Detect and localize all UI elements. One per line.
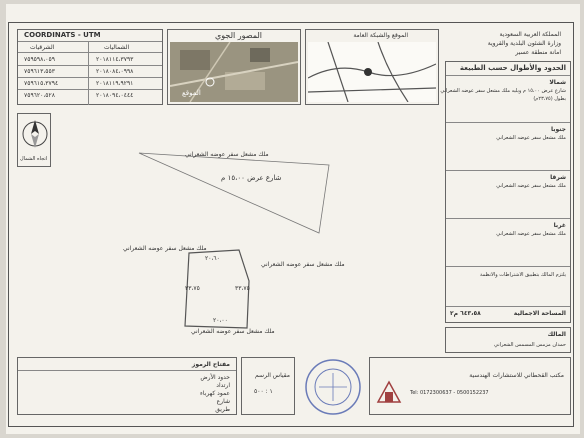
authority-line1: المملكة العربية السعودية <box>499 31 561 38</box>
location-map-title: الموقع والشبكة العامة <box>353 32 408 39</box>
dim-bottom: ٢٠،٠٠ <box>213 317 228 324</box>
legend-item: شارع <box>216 398 230 405</box>
north-arrow-icon <box>21 118 49 150</box>
coord-north-4: ٢٠١٨٠٩٤،٠٤٤٤ <box>96 92 134 99</box>
legend-item: حدود الأرض <box>200 374 230 381</box>
dim-right: ٣٣،٧٥ <box>235 285 250 292</box>
dim-top: ٢٠،٦٠ <box>205 255 220 262</box>
total-area-value: ٦٤٣،٥٨ م٢ <box>450 310 481 317</box>
coord-east-4: ٧٥٩٦٢٠،٥٢٨ <box>24 92 55 99</box>
west-text: ملك مشعل سفر عوضه الشعراني <box>496 231 566 237</box>
authority-header <box>445 29 569 59</box>
dim-left: ٣٣،٧٥ <box>185 285 200 292</box>
south-neighbor: ملك مشعل سفر عوضه الشعراني <box>191 328 275 335</box>
owner-label: المالك <box>547 331 566 338</box>
east-neighbor: ملك مشعل سفر عوضه الشعراني <box>261 261 345 268</box>
office-phone: Tel: 0172300637 - 0500152237 <box>410 390 489 396</box>
coord-north-2: ٢٠١٨٠٨٤،٠٩٩٨ <box>96 68 134 75</box>
boundaries-note: يلتزم المالك بتطبيق الاشتراطات والانظمة <box>479 272 566 278</box>
legend-item: طريق <box>215 406 230 413</box>
aerial-site-label: الموقع <box>182 89 201 97</box>
scale-label: مقياس الرسم <box>255 372 290 379</box>
legend-title: مفتاح الرموز <box>191 361 230 368</box>
compass-label: اتجاه الشمال <box>20 156 48 162</box>
east-label: شرقا <box>550 174 566 181</box>
plot-sketch <box>59 113 439 353</box>
aerial-photo-panel <box>167 29 301 105</box>
owner-name: حمدان مزمس المسمس الشعراني <box>494 342 566 348</box>
legend-item: ارتداد <box>216 382 230 389</box>
coordinates-title: COORDINATS - UTM <box>24 31 101 39</box>
north-text: شارع عرض ١٥،٠٠ م ويليه ملك مشعل سفر عوضه الشعراني <box>440 88 566 94</box>
south-label: جنوبا <box>550 126 566 133</box>
north-label: شمالا <box>549 79 566 86</box>
east-text: ملك مشعل سفر عوضه الشعراني <box>496 183 566 189</box>
coord-east-3: ٧٥٩٦١٥،٣٧٩٤ <box>24 80 59 87</box>
legend-box <box>17 357 237 415</box>
owner-box <box>445 327 571 353</box>
location-map-panel <box>305 29 439 105</box>
office-stamp <box>301 357 365 417</box>
scale-box <box>241 357 295 415</box>
north-neighbor: ملك مشعل سفر عوضه الشعراني <box>185 151 269 158</box>
aerial-title: المصور الجوي <box>215 31 262 40</box>
west-label: غربا <box>553 222 566 229</box>
office-name: مكتب القحطاني للاستشارات الهندسية <box>469 372 564 379</box>
coord-north-3: ٢٠١٨١١٩،٩٢٩١ <box>96 80 134 87</box>
total-area-label: المساحة الاجمالية <box>513 310 566 317</box>
scale-value: ١ : ٥٠٠ <box>254 388 273 395</box>
survey-sheet <box>6 4 580 434</box>
north-length: بطول (٢٣،٧٥م) <box>533 96 566 102</box>
sheet-frame <box>8 22 574 427</box>
coord-east-1: ٧٥٩٥٩٨،٠٥٩ <box>24 56 55 63</box>
boundaries-title: الحدود والأطوال حسب الطبيعة <box>459 64 566 72</box>
coord-east-2: ٧٥٩٦١٣،٥٥٣ <box>24 68 55 75</box>
west-neighbor: ملك مشعل سفر عوضه الشعراني <box>123 245 207 252</box>
road-label: شارع عرض ١٥،٠٠ م <box>221 174 282 182</box>
south-text: ملك مشعل سفر عوضه الشعراني <box>496 135 566 141</box>
col-east: الشرقيات <box>30 44 55 51</box>
office-logo-icon <box>376 378 402 404</box>
coordinates-table <box>17 29 163 105</box>
boundaries-table <box>440 61 571 323</box>
col-north: الشماليات <box>104 44 130 51</box>
authority-line2: وزارة الشئون البلدية والقروية <box>487 40 561 47</box>
compass-box <box>17 113 51 167</box>
coord-north-1: ٢٠١٨١١٤،٣٧٩٣ <box>96 56 134 63</box>
office-footer <box>369 357 571 415</box>
location-map <box>308 42 436 102</box>
authority-line3: امانة منطقة عسير <box>515 49 561 56</box>
legend-item: عمود كهرباء <box>200 390 230 397</box>
